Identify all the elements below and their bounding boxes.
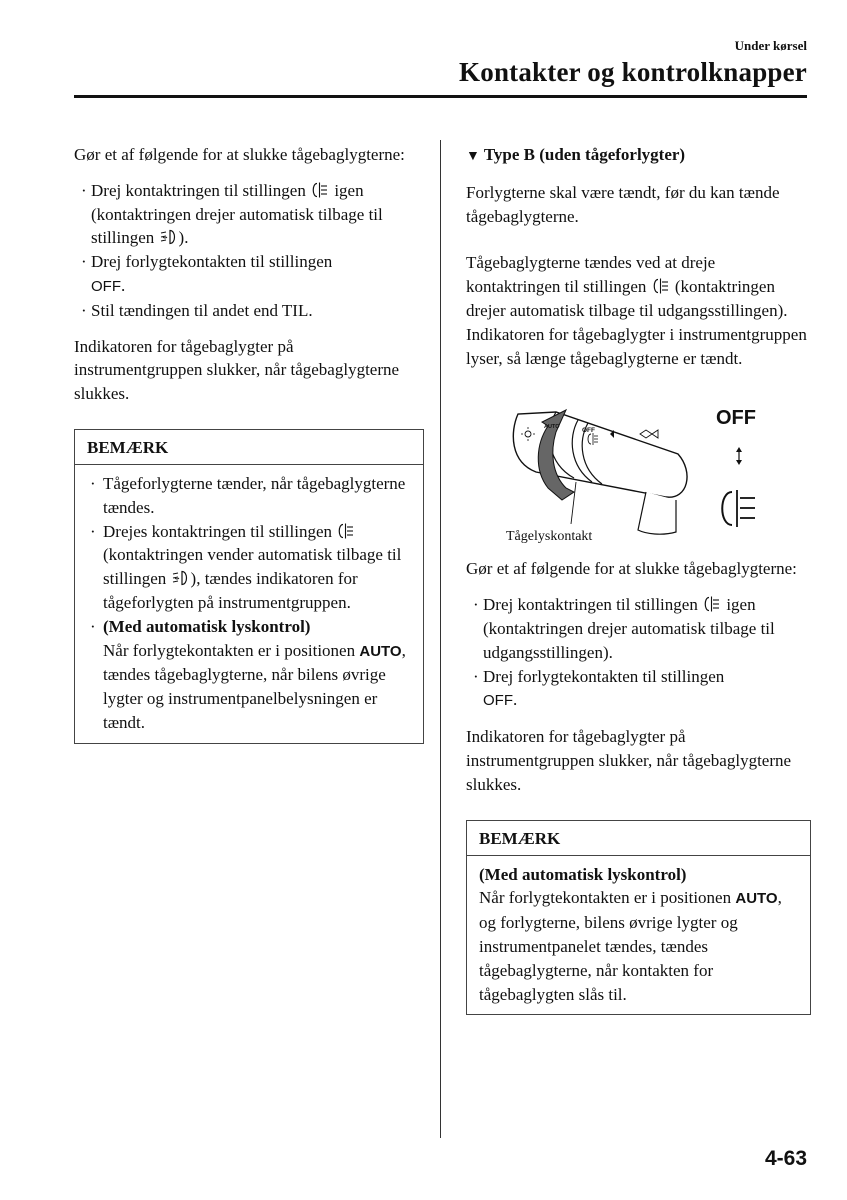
right-paragraph-4: Gør et af følgende for at slukke tågebaglygterne:	[466, 559, 797, 579]
list-item: · Drejes kontaktringen til stillingen (kontaktringen vender automatisk tilbage til stillingen ), tændes indikatoren for tågeforlygten på instrumentgruppen.	[90, 521, 402, 612]
note-box-left	[74, 429, 424, 744]
note-list	[87, 472, 411, 735]
double-arrow-icon	[736, 447, 742, 465]
note-heading: BEMÆRK	[467, 821, 810, 856]
auto-position-label: AUTO	[359, 642, 402, 660]
list-item: · (Med automatisk lyskontrol) Når forlygtekontakten er i positionen AUTO, tændes tågebaglygterne, når bilens øvrige lygter og instrumentpanelbelysningen er tændt.	[90, 616, 406, 732]
right-paragraph-3: Indikatoren for tågebaglygter i instrumentgruppen lyser, så længe tågebaglygterne er tændt.	[466, 324, 807, 368]
triangle-marker-icon: ▼	[466, 149, 480, 164]
rear-fog-light-icon	[336, 523, 356, 539]
right-paragraph-2: Tågebaglygterne tændes ved at dreje kontaktringen til stillingen (kontaktringen drejer automatisk tilbage til udgangsstillingen).	[466, 253, 788, 320]
left-intro: Gør et af følgende for at slukke tågebaglygterne:	[74, 145, 405, 164]
page-title: Kontakter og kontrolknapper	[459, 57, 807, 87]
front-fog-light-icon	[159, 229, 179, 245]
front-fog-light-icon	[171, 570, 191, 586]
list-item: · Tågeforlygterne tænder, når tågebaglygterne tændes.	[90, 473, 406, 517]
note-subheading: (Med automatisk lyskontrol)	[479, 864, 687, 884]
stalk-off-label: OFF	[582, 427, 595, 435]
figure-caption: Tågelyskontakt	[506, 529, 593, 545]
left-indicator-text: Indikatoren for tågebaglygter på instrumentgruppen slukker, når tågebaglygterne slukkes.	[74, 336, 400, 404]
rear-fog-light-icon	[310, 182, 330, 198]
note-heading: BEMÆRK	[75, 430, 423, 465]
off-position-label: OFF	[91, 277, 121, 295]
large-rear-fog-light-icon	[722, 490, 755, 527]
title-rule	[74, 95, 807, 98]
list-item: · Stil tændingen til andet end TIL.	[81, 300, 313, 320]
fog-light-switch-figure	[466, 392, 811, 557]
list-item: · Drej forlygtekontakten til stillingen OFF.	[473, 666, 725, 710]
right-paragraph-1: Forlygterne skal være tændt, før du kan tænde tågebaglygterne.	[466, 182, 780, 226]
section-label: Under kørsel	[734, 38, 807, 53]
list-item: · Drej kontaktringen til stillingen igen (kontaktringen drejer automatisk tilbage til stillingen ).	[81, 180, 383, 248]
off-label: OFF	[716, 407, 756, 430]
note-box-right: BEMÆRK (Med automatisk lyskontrol) Når forlygtekontakten er i positionen AUTO, og forlygterne, bilens øvrige lygter og instrumentpanelet tændes, tændes tågebaglygterne, når kontakten for tågebaglygten slås til.	[466, 820, 811, 1016]
type-b-heading: ▼ Type B (uden tågeforlygter)	[466, 145, 686, 164]
rear-fog-light-icon	[651, 278, 671, 294]
right-steps-list	[466, 593, 811, 713]
column-divider	[440, 140, 441, 1138]
right-indicator-text: Indikatoren for tågebaglygter på instrumentgruppen slukker, når tågebaglygterne slukkes.	[466, 727, 792, 794]
list-item: · Drej kontaktringen til stillingen igen (kontaktringen drejer automatisk tilbage til udgangsstillingen).	[473, 595, 775, 662]
stalk-auto-label: AUTO	[544, 424, 560, 431]
off-position-label: OFF	[483, 692, 513, 710]
right-column	[466, 143, 811, 1015]
left-steps-list	[74, 179, 424, 323]
rear-fog-light-icon	[702, 596, 722, 612]
auto-position-label: AUTO	[735, 890, 778, 908]
page-number: 4-63	[764, 1147, 807, 1170]
list-item: · Drej forlygtekontakten til stillingen OFF.	[81, 252, 333, 295]
left-column	[74, 143, 424, 744]
